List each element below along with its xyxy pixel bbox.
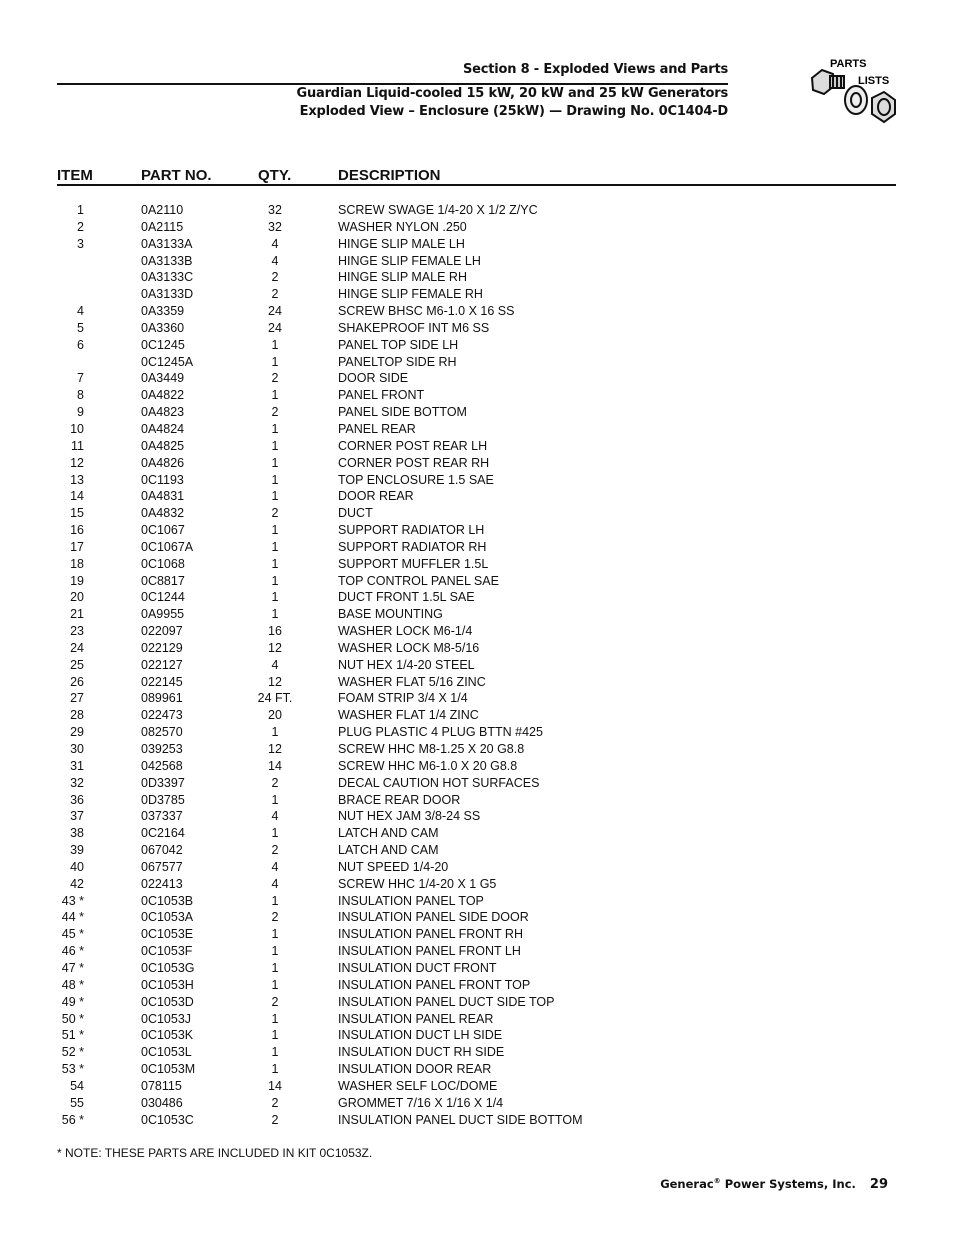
part-number: 082570 <box>141 725 183 740</box>
item-number: 54 <box>70 1078 84 1093</box>
table-row <box>0 960 954 977</box>
description: FOAM STRIP 3/4 X 1/4 <box>338 691 468 706</box>
column-header-part-no: PART NO. <box>141 167 212 184</box>
logo-text-lists: LISTS <box>858 75 890 87</box>
item-number: 11 <box>71 438 84 453</box>
item-number: 19 <box>70 573 84 588</box>
column-header-qty: QTY. <box>258 167 292 184</box>
table-row <box>0 1078 954 1095</box>
part-number: 0C1067A <box>141 539 194 554</box>
part-number: 039253 <box>141 742 183 756</box>
description: WASHER SELF LOC/DOME <box>338 1078 498 1093</box>
table-row <box>0 236 954 253</box>
description: PANELTOP SIDE RH <box>338 354 457 369</box>
description: LATCH AND CAM <box>338 843 439 858</box>
item-number: 39 <box>70 843 84 858</box>
item-number: 9 <box>77 405 84 420</box>
description: INSULATION PANEL DUCT SIDE TOP <box>338 994 555 1009</box>
item-number: 13 <box>70 472 84 487</box>
quantity: 2 <box>271 775 279 790</box>
quantity: 1 <box>271 354 279 369</box>
description: PANEL REAR <box>338 421 416 436</box>
quantity: 1 <box>271 1011 279 1026</box>
quantity: 2 <box>271 405 279 420</box>
item-number: 7 <box>77 371 84 386</box>
part-number: 0A2110 <box>141 203 184 217</box>
quantity: 14 <box>268 1078 282 1093</box>
table-row <box>0 320 954 337</box>
quantity: 24 <box>268 304 282 319</box>
item-number: 3 <box>77 236 84 251</box>
part-number: 0C8817 <box>141 573 185 588</box>
item-number: 48 * <box>61 977 84 992</box>
item-number: 20 <box>70 590 84 605</box>
item-number: 49 * <box>61 994 84 1009</box>
description: INSULATION PANEL FRONT RH <box>338 927 523 942</box>
item-number: 17 <box>70 539 84 554</box>
description: SCREW HHC M8-1.25 X 20 G8.8 <box>338 742 525 756</box>
table-row <box>0 893 954 910</box>
part-number: 0A3133C <box>141 270 194 285</box>
item-number: 43 * <box>61 893 84 908</box>
part-number: 022129 <box>141 640 183 655</box>
quantity: 1 <box>271 893 279 908</box>
description: PANEL FRONT <box>338 388 425 403</box>
quantity: 4 <box>271 236 279 251</box>
quantity: 2 <box>271 910 279 925</box>
table-row <box>0 606 954 623</box>
description: SUPPORT RADIATOR RH <box>338 539 487 554</box>
quantity: 4 <box>271 859 279 874</box>
part-number: 030486 <box>141 1095 183 1110</box>
quantity: 12 <box>268 674 282 689</box>
item-number: 18 <box>70 556 84 571</box>
quantity: 4 <box>271 876 279 891</box>
footer-company: Generac <box>660 1177 714 1191</box>
part-number: 0A4831 <box>141 489 185 504</box>
item-number: 31 <box>70 758 84 773</box>
quantity: 24 FT. <box>257 691 293 706</box>
table-row <box>0 994 954 1011</box>
table-row <box>0 842 954 859</box>
table-row <box>0 859 954 876</box>
table-row <box>0 438 954 455</box>
part-number: 0A9955 <box>141 607 185 622</box>
part-number: 0C1053F <box>141 944 193 959</box>
description: BASE MOUNTING <box>338 607 443 622</box>
header-rule <box>57 83 728 85</box>
description: INSULATION DUCT RH SIDE <box>338 1045 505 1060</box>
item-number: 10 <box>70 421 84 436</box>
part-number: 0A4823 <box>141 405 185 420</box>
quantity: 20 <box>268 708 282 723</box>
part-number: 0D3785 <box>141 792 185 807</box>
table-row <box>0 1027 954 1044</box>
document-title-line2: Exploded View – Enclosure (25kW) — Drawing No. 0C1404-D <box>299 104 728 119</box>
item-number: 50 * <box>61 1011 84 1026</box>
item-number: 32 <box>70 775 84 790</box>
part-number: 089961 <box>141 691 183 706</box>
part-number: 042568 <box>141 758 183 773</box>
description: DUCT FRONT 1.5L SAE <box>338 590 475 605</box>
item-number: 45 * <box>61 927 84 942</box>
table-row <box>0 741 954 758</box>
description: TOP ENCLOSURE 1.5 SAE <box>338 472 494 487</box>
item-number: 55 <box>70 1095 84 1110</box>
item-number: 23 <box>70 624 84 639</box>
description: LATCH AND CAM <box>338 826 439 841</box>
table-row <box>0 539 954 556</box>
table-row <box>0 589 954 606</box>
description: INSULATION PANEL TOP <box>338 893 484 908</box>
description: WASHER NYLON .250 <box>338 219 467 234</box>
parts-table <box>0 202 954 1128</box>
part-number: 0C1053K <box>141 1028 194 1043</box>
table-row <box>0 370 954 387</box>
table-row <box>0 421 954 438</box>
part-number: 022097 <box>141 624 183 639</box>
table-row <box>0 623 954 640</box>
table-row <box>0 657 954 674</box>
part-number: 0A4826 <box>141 455 185 470</box>
part-number: 078115 <box>141 1078 182 1093</box>
part-number: 0A4822 <box>141 388 185 403</box>
table-row <box>0 1095 954 1112</box>
description: INSULATION DUCT FRONT <box>338 960 497 975</box>
quantity: 1 <box>271 927 279 942</box>
item-number: 38 <box>70 826 84 841</box>
part-number: 0A3449 <box>141 371 185 386</box>
part-number: 0A4824 <box>141 421 185 436</box>
quantity: 1 <box>271 421 279 436</box>
quantity: 12 <box>268 742 282 756</box>
part-number: 0C1053B <box>141 893 194 908</box>
table-row <box>0 286 954 303</box>
part-number: 022127 <box>141 657 183 672</box>
item-number: 4 <box>77 304 84 319</box>
table-row <box>0 354 954 371</box>
item-number: 26 <box>70 674 84 689</box>
table-row <box>0 724 954 741</box>
quantity: 1 <box>271 590 279 605</box>
item-number: 2 <box>77 219 84 234</box>
table-row <box>0 1044 954 1061</box>
quantity: 1 <box>271 455 279 470</box>
table-row <box>0 775 954 792</box>
description: INSULATION PANEL FRONT TOP <box>338 977 531 992</box>
footer <box>660 1177 888 1192</box>
section-title: Section 8 - Exploded Views and Parts <box>462 62 728 77</box>
part-number: 0C1053G <box>141 960 195 975</box>
table-row <box>0 1011 954 1028</box>
table-row <box>0 253 954 270</box>
item-number: 46 * <box>61 944 84 959</box>
table-row <box>0 219 954 236</box>
description: NUT HEX 1/4-20 STEEL <box>338 657 475 672</box>
quantity: 2 <box>271 1095 279 1110</box>
description: WASHER FLAT 1/4 ZINC <box>338 708 479 723</box>
item-number: 30 <box>70 742 84 756</box>
footer-company-rest: Power Systems, Inc. <box>724 1177 856 1191</box>
description: TOP CONTROL PANEL SAE <box>338 573 499 588</box>
part-number: 0A3360 <box>141 320 185 335</box>
description: HINGE SLIP MALE RH <box>338 270 467 285</box>
part-number: 0C1053H <box>141 977 194 992</box>
quantity: 4 <box>271 809 279 824</box>
quantity: 16 <box>268 624 282 639</box>
description: INSULATION DUCT LH SIDE <box>338 1028 503 1043</box>
description: CORNER POST REAR LH <box>338 438 488 453</box>
quantity: 2 <box>271 287 279 302</box>
item-number: 44 * <box>61 910 84 925</box>
description: INSULATION PANEL FRONT LH <box>338 944 521 959</box>
description: INSULATION PANEL SIDE DOOR <box>338 910 529 925</box>
description: SCREW HHC 1/4-20 X 1 G5 <box>338 876 497 891</box>
quantity: 1 <box>271 1062 279 1077</box>
column-header-rule <box>57 184 896 186</box>
part-number: 0C1067 <box>141 523 185 538</box>
quantity: 2 <box>271 1112 279 1127</box>
table-row <box>0 707 954 724</box>
item-number: 21 <box>70 607 84 622</box>
item-number: 42 <box>70 876 84 891</box>
quantity: 1 <box>271 1028 279 1043</box>
quantity: 14 <box>268 758 282 773</box>
table-row <box>0 556 954 573</box>
parts-lists-logo-icon <box>800 56 900 136</box>
page-number: 29 <box>869 1177 888 1192</box>
part-number: 0C1068 <box>141 556 185 571</box>
description: WASHER FLAT 5/16 ZINC <box>338 674 486 689</box>
table-row <box>0 943 954 960</box>
table-row <box>0 909 954 926</box>
description: WASHER LOCK M6-1/4 <box>338 624 473 639</box>
description: DUCT <box>338 506 373 521</box>
item-number: 29 <box>70 725 84 740</box>
table-row <box>0 876 954 893</box>
registered-mark: ® <box>713 1177 721 1186</box>
quantity: 32 <box>268 203 282 217</box>
part-number: 0C1245 <box>141 337 185 352</box>
item-number: 47 * <box>61 960 84 975</box>
table-row <box>0 202 954 219</box>
item-number: 14 <box>70 489 84 504</box>
table-row <box>0 505 954 522</box>
kit-note: * NOTE: THESE PARTS ARE INCLUDED IN KIT 0C1053Z. <box>57 1146 373 1160</box>
part-number: 0A3133D <box>141 287 194 302</box>
quantity: 1 <box>271 438 279 453</box>
item-number: 52 * <box>61 1045 84 1060</box>
part-number: 0C2164 <box>141 826 185 841</box>
logo-text-parts: PARTS <box>830 58 867 70</box>
table-row <box>0 337 954 354</box>
description: BRACE REAR DOOR <box>338 792 461 807</box>
table-row <box>0 1112 954 1129</box>
table-row <box>0 674 954 691</box>
table-row <box>0 926 954 943</box>
quantity: 2 <box>271 371 279 386</box>
part-number: 0C1245A <box>141 354 194 369</box>
description: SCREW SWAGE 1/4-20 X 1/2 Z/YC <box>338 203 538 217</box>
description: NUT HEX JAM 3/8-24 SS <box>338 809 481 824</box>
quantity: 2 <box>271 994 279 1009</box>
quantity: 4 <box>271 253 279 268</box>
table-row <box>0 690 954 707</box>
description: GROMMET 7/16 X 1/16 X 1/4 <box>338 1095 504 1110</box>
description: INSULATION PANEL REAR <box>338 1011 494 1026</box>
description: SUPPORT RADIATOR LH <box>338 523 485 538</box>
quantity: 2 <box>271 843 279 858</box>
table-row <box>0 640 954 657</box>
description: SCREW HHC M6-1.0 X 20 G8.8 <box>338 758 518 773</box>
part-number: 0A4832 <box>141 506 185 521</box>
quantity: 1 <box>271 523 279 538</box>
item-number: 51 * <box>61 1028 84 1043</box>
part-number: 0C1193 <box>141 472 184 487</box>
part-number: 0A2115 <box>141 219 184 234</box>
quantity: 1 <box>271 489 279 504</box>
description: DOOR SIDE <box>338 371 409 386</box>
table-row <box>0 573 954 590</box>
table-row <box>0 758 954 775</box>
quantity: 1 <box>271 472 279 487</box>
part-number: 0C1053E <box>141 927 194 942</box>
table-row <box>0 269 954 286</box>
part-number: 0C1053D <box>141 994 194 1009</box>
quantity: 1 <box>271 573 279 588</box>
document-title-line1: Guardian Liquid-cooled 15 kW, 20 kW and 25 kW Generators <box>296 86 728 101</box>
quantity: 32 <box>268 219 282 234</box>
table-row <box>0 977 954 994</box>
part-number: 0C1053C <box>141 1112 194 1127</box>
table-row <box>0 488 954 505</box>
quantity: 1 <box>271 388 279 403</box>
part-number: 0C1053M <box>141 1062 196 1077</box>
table-row <box>0 455 954 472</box>
quantity: 1 <box>271 960 279 975</box>
item-number: 40 <box>70 859 84 874</box>
quantity: 4 <box>271 657 279 672</box>
part-number: 037337 <box>141 809 183 824</box>
item-number: 8 <box>77 388 84 403</box>
description: SCREW BHSC M6-1.0 X 16 SS <box>338 304 515 319</box>
part-number: 0C1053L <box>141 1045 192 1060</box>
description: DECAL CAUTION HOT SURFACES <box>338 775 540 790</box>
part-number: 067577 <box>141 859 183 874</box>
table-row <box>0 472 954 489</box>
quantity: 1 <box>271 337 279 352</box>
quantity: 1 <box>271 792 279 807</box>
table-row <box>0 825 954 842</box>
part-number: 0A3133A <box>141 236 193 251</box>
quantity: 1 <box>271 556 279 571</box>
column-header-description: DESCRIPTION <box>338 167 441 184</box>
part-number: 0A4825 <box>141 438 185 453</box>
item-number: 25 <box>70 657 84 672</box>
description: CORNER POST REAR RH <box>338 455 490 470</box>
item-number: 36 <box>70 792 84 807</box>
table-row <box>0 404 954 421</box>
part-number: 022473 <box>141 708 183 723</box>
item-number: 12 <box>70 455 84 470</box>
quantity: 24 <box>268 320 282 335</box>
item-number: 37 <box>70 809 84 824</box>
item-number: 5 <box>77 320 84 335</box>
description: SHAKEPROOF INT M6 SS <box>338 320 490 335</box>
part-number: 022413 <box>141 876 183 891</box>
part-number: 0C1053A <box>141 910 194 925</box>
part-number: 067042 <box>141 843 183 858</box>
table-row <box>0 303 954 320</box>
column-header-item: ITEM <box>57 167 93 184</box>
item-number: 1 <box>77 203 84 217</box>
part-number: 0D3397 <box>141 775 185 790</box>
description: WASHER LOCK M8-5/16 <box>338 640 480 655</box>
item-number: 24 <box>70 640 84 655</box>
item-number: 53 * <box>61 1062 84 1077</box>
quantity: 1 <box>271 1045 279 1060</box>
item-number: 27 <box>70 691 84 706</box>
description: NUT SPEED 1/4-20 <box>338 859 449 874</box>
description: SUPPORT MUFFLER 1.5L <box>338 556 489 571</box>
description: HINGE SLIP MALE LH <box>338 236 465 251</box>
description: INSULATION PANEL DUCT SIDE BOTTOM <box>338 1112 583 1127</box>
table-row <box>0 522 954 539</box>
description: PANEL TOP SIDE LH <box>338 337 459 352</box>
table-row <box>0 792 954 809</box>
description: PANEL SIDE BOTTOM <box>338 405 467 420</box>
item-number: 28 <box>70 708 84 723</box>
description: HINGE SLIP FEMALE LH <box>338 253 481 268</box>
description: HINGE SLIP FEMALE RH <box>338 287 483 302</box>
description: PLUG PLASTIC 4 PLUG BTTN #425 <box>338 725 543 740</box>
quantity: 1 <box>271 826 279 841</box>
quantity: 1 <box>271 977 279 992</box>
table-row <box>0 1061 954 1078</box>
quantity: 1 <box>271 944 279 959</box>
table-row <box>0 387 954 404</box>
quantity: 2 <box>271 270 279 285</box>
part-number: 0C1244 <box>141 590 185 605</box>
part-number: 022145 <box>141 674 183 689</box>
description: INSULATION DOOR REAR <box>338 1062 492 1077</box>
quantity: 12 <box>268 640 282 655</box>
description: DOOR REAR <box>338 489 414 504</box>
part-number: 0A3359 <box>141 304 185 319</box>
table-row <box>0 808 954 825</box>
item-number: 6 <box>77 337 84 352</box>
item-number: 56 * <box>61 1112 84 1127</box>
item-number: 15 <box>70 506 84 521</box>
quantity: 1 <box>271 539 279 554</box>
part-number: 0A3133B <box>141 253 193 268</box>
quantity: 2 <box>271 506 279 521</box>
part-number: 0C1053J <box>141 1011 192 1026</box>
quantity: 1 <box>271 725 279 740</box>
item-number: 16 <box>70 523 84 538</box>
quantity: 1 <box>271 607 279 622</box>
